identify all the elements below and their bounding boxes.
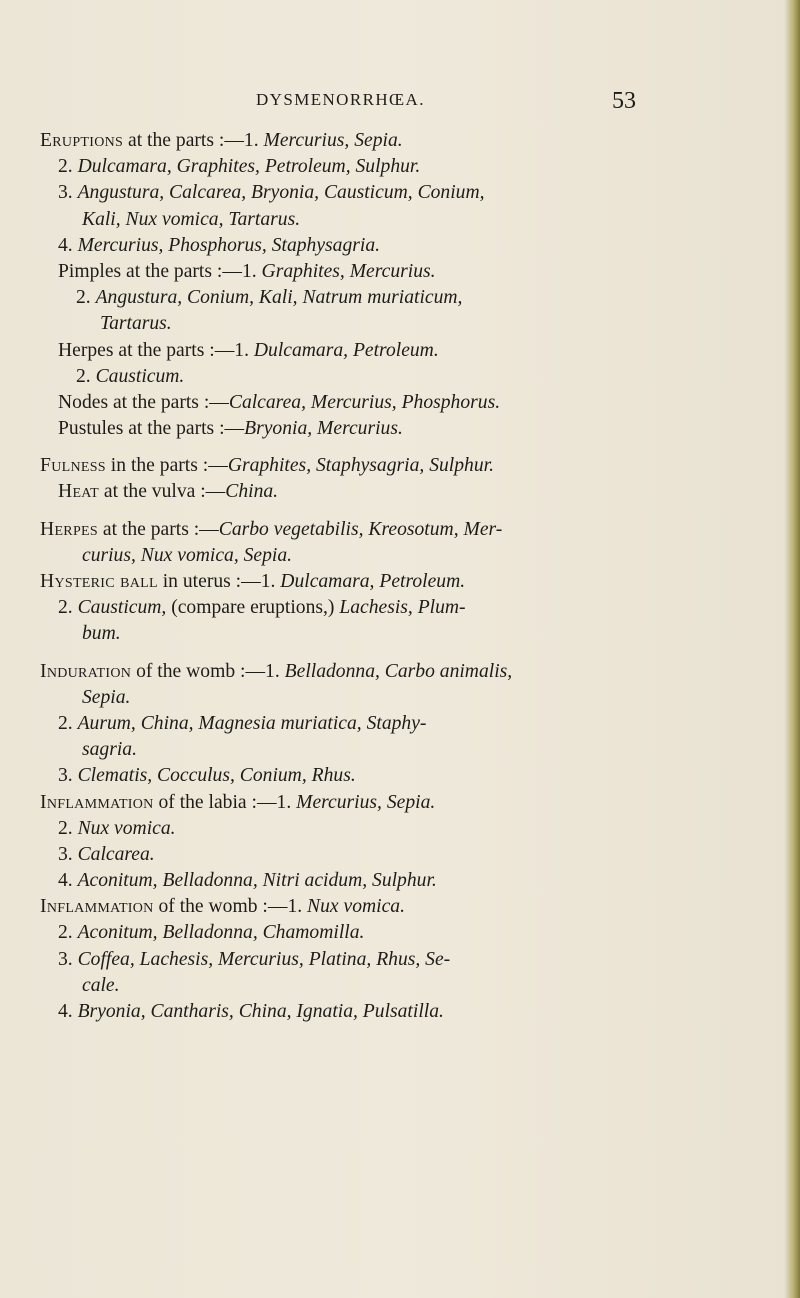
entry-herpes-parts: Herpes at the parts :—1. Dulcamara, Petroleum. 2. Causticum. (58, 339, 439, 387)
entry-term: Herpes (40, 518, 98, 540)
entry-term: Eruptions (40, 130, 124, 151)
entry-inflammation-labia: Inflammation of the labia :—1. Mercurius, Sepia. 2. Nux vomica. 3. Calcarea. 4. Aconitum, Belladonna, Nitri acidum, Sulphur. (40, 791, 437, 892)
entry-eruptions: Eruptions at the parts :—1. Mercurius, Sepia. 2. Dulcamara, Graphites, Petroleum, Sulphur. 3. Angustura, Calcarea, Bryonia, Causticum, Conium, Kali, Nux vomica, Tartarus. 4. Mercurius, Phosphorus, Staphysagria. (40, 130, 485, 256)
page-body (40, 128, 680, 1025)
entry-inflammation-womb: Inflammation of the womb :—1. Nux vomica. 2. Aconitum, Belladonna, Chamomilla. 3. Coffea, Lachesis, Mercurius, Platina, Rhus, Se- cale. 4. Bryonia, Cantharis, China, Ignatia, Pulsatilla. (40, 896, 451, 1022)
entry-heat: Heat at the vulva :—China. (58, 481, 279, 503)
page-header (0, 88, 800, 118)
entry-herpes: Herpes at the parts :—Carbo vegetabilis, Kreosotum, Mer- curius, Nux vomica, Sepia. (40, 518, 503, 566)
page-number: 53 (612, 88, 636, 114)
entry-term: Induration (40, 660, 132, 682)
entry-term: Hysteric ball (40, 571, 158, 592)
entry-term: Inflammation (40, 896, 154, 918)
entry-pustules: Pustules at the parts :—Bryonia, Mercurius. (58, 418, 403, 440)
entry-term: Fulness (40, 455, 106, 477)
entry-fulness: Fulness in the parts :—Graphites, Staphysagria, Sulphur. (40, 455, 494, 477)
entry-pimples: Pimples at the parts :—1. Graphites, Mercurius. 2. Angustura, Conium, Kali, Natrum muriaticum, Tartarus. (58, 260, 463, 335)
running-head: DYSMENORRHŒA. (256, 90, 425, 109)
entry-nodes: Nodes at the parts :—Calcarea, Mercurius, Phosphorus. (58, 391, 501, 413)
page-edge (784, 0, 800, 1298)
entry-hysteric-ball: Hysteric ball in uterus :—1. Dulcamara, Petroleum. 2. Causticum, (compare eruptions,) Lachesis, Plum- bum. (40, 571, 466, 645)
entry-term: Inflammation (40, 791, 154, 813)
entry-induration: Induration of the womb :—1. Belladonna, Carbo animalis, Sepia. 2. Aurum, China, Magnesia muriatica, Staphy- sagria. 3. Clematis, Cocculus, Conium, Rhus. (40, 660, 513, 787)
entry-term: Heat (58, 481, 100, 503)
